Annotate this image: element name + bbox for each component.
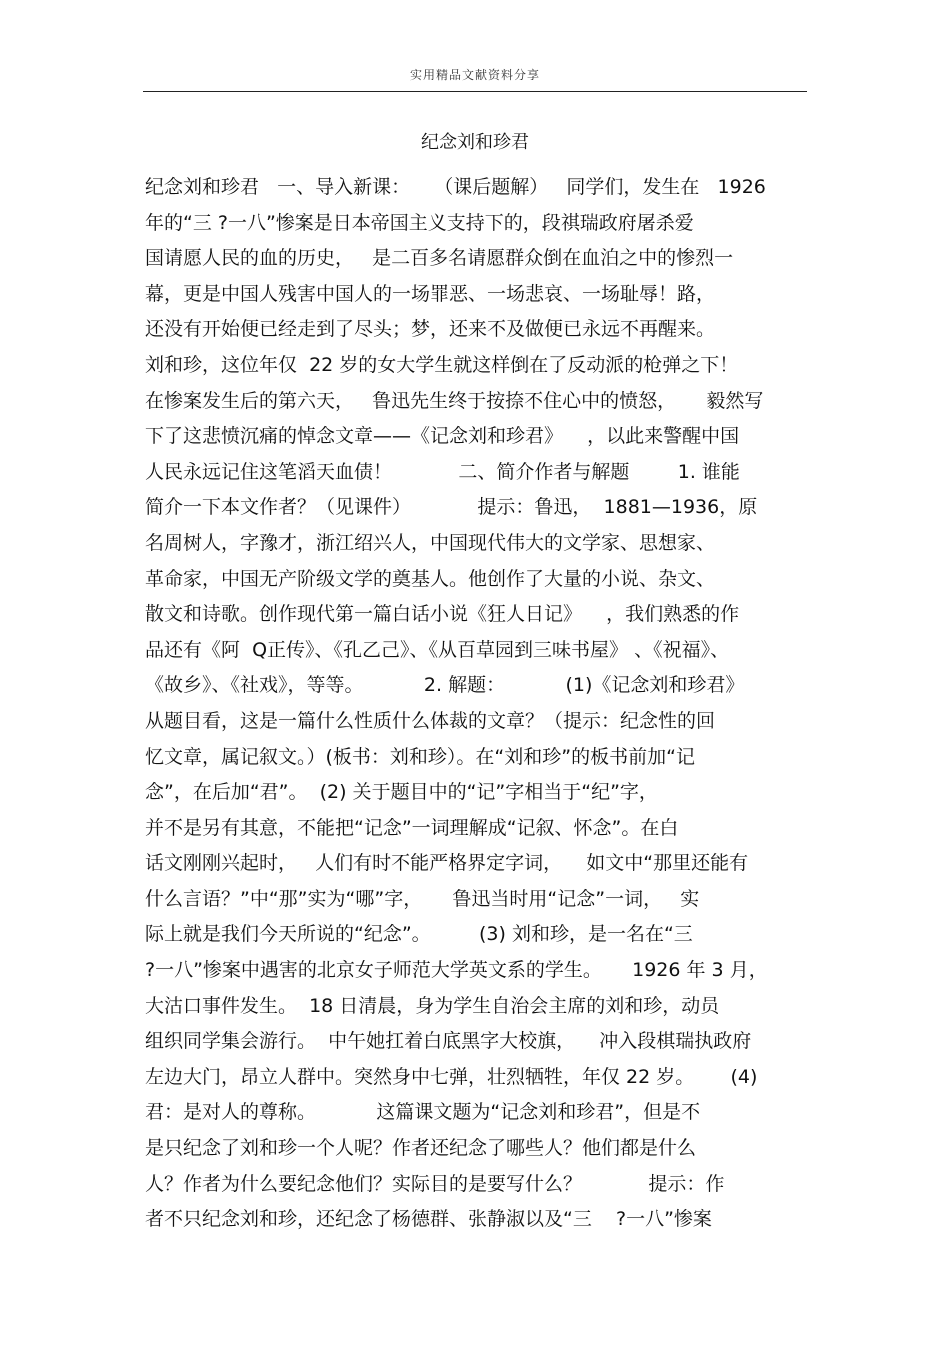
text-line: ?一八”惨案中遇害的北京女子师范大学英文系的学生。 1926 年 3 月， — [145, 959, 768, 982]
text-line: 年的“三 ?一八”惨案是日本帝国主义支持下的，段祺瑞政府屠杀爱 — [145, 211, 694, 234]
text-line: 并不是另有其意，不能把“记念”一词理解成“记叙、怀念”。在白 — [145, 816, 679, 839]
text-line: 什么言语？”中“那”实为“哪”字， 鲁迅当时用“记念”一词， 实 — [145, 887, 700, 910]
text-line: 纪念刘和珍君 一、导入新课： （课后题解） 同学们，发生在 1926 — [145, 176, 766, 198]
text-line: 品还有《阿 Q正传》、《孔乙己》、《从百草园到三味书屋》 、《祝福》、 — [145, 638, 730, 661]
document-title: 纪念刘和珍君 — [421, 132, 529, 153]
text-line: 国请愿人民的血的历史， 是二百多名请愿群众倒在血泊之中的惨烈一 — [145, 247, 734, 270]
text-line: 忆文章，属记叙文。）(板书：刘和珍）。在“刘和珍”的板书前加“记 — [145, 745, 695, 768]
text-line: 还没有开始便已经走到了尽头；梦，还来不及做便已永远不再醒来。 — [145, 318, 716, 341]
text-line: 左边大门，昂立人群中。突然身中七弹，壮烈牺牲，年仅 22 岁。 (4) — [145, 1065, 758, 1088]
text-line: 名周树人，字豫才，浙江绍兴人，中国现代伟大的文学家、思想家、 — [145, 531, 716, 554]
text-line: 大沽口事件发生。 18 日清晨，身为学生自治会主席的刘和珍，动员 — [145, 994, 720, 1017]
text-line: 散文和诗歌。创作现代第一篇白话小说《狂人日记》 ，我们熟悉的作 — [145, 603, 740, 626]
text-line: 简介一下本文作者？（见课件） 提示：鲁迅， 1881—1936，原 — [145, 496, 758, 519]
text-line: 际上就是我们今天所说的“纪念”。 (3) 刘和珍，是一名在“三 — [145, 923, 693, 946]
text-line: 者不只纪念刘和珍，还纪念了杨德群、张静淑以及“三 ?一八”惨案 — [145, 1208, 712, 1231]
text-line: 刘和珍，这位年仅 22 岁的女大学生就这样倒在了反动派的枪弹之下！ — [145, 353, 739, 376]
text-line: 《故乡》、《社戏》，等等。 2. 解题： (1)《记念刘和珍君》 — [145, 674, 745, 697]
text-line: 革命家，中国无产阶级文学的奠基人。他创作了大量的小说、杂文、 — [145, 567, 716, 590]
header-divider — [143, 91, 807, 92]
text-line: 是只纪念了刘和珍一个人呢？作者还纪念了哪些人？他们都是什么 — [145, 1137, 697, 1160]
text-line: 君：是对人的尊称。 这篇课文题为“记念刘和珍君”，但是不 — [145, 1101, 701, 1124]
running-header: 实用精品文献资料分享 — [409, 68, 540, 82]
text-line: 幕，更是中国人残害中国人的一场罪恶、一场悲哀、一场耻辱！路， — [145, 282, 716, 305]
body-text — [145, 170, 835, 1238]
text-line: 下了这悲愤沉痛的悼念文章——《记念刘和珍君》 ，以此来警醒中国 — [145, 425, 740, 448]
text-line: 人？作者为什么要纪念他们？实际目的是要写什么？ 提示：作 — [145, 1172, 725, 1195]
text-line: 在惨案发生后的第六天， 鲁迅先生终于按捺不住心中的愤怒， 毅然写 — [145, 389, 764, 412]
text-line: 念”，在后加“君”。 (2) 关于题目中的“记”字相当于“纪”字， — [145, 781, 658, 804]
text-line: 话文刚刚兴起时， 人们有时不能严格界定字词， 如文中“那里还能有 — [145, 852, 749, 875]
text-line: 组织同学集会游行。 中午她扛着白底黑字大校旗， 冲入段棋瑞执政府 — [145, 1030, 752, 1053]
text-line: 从题目看，这是一篇什么性质什么体裁的文章？（提示：纪念性的回 — [145, 709, 716, 732]
text-line: 人民永远记住这笔滔天血债！ 二、简介作者与解题 1. 谁能 — [145, 460, 740, 483]
